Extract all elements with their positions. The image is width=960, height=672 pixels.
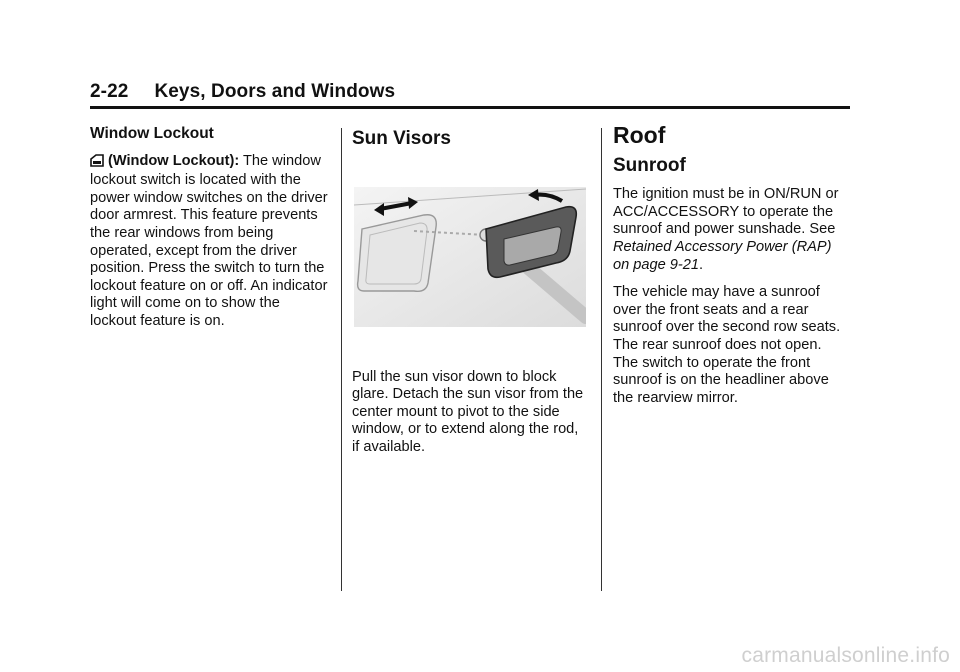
- sunroof-paragraph-1-text: The ignition must be in ON/RUN or ACC/ACCESSORY to operate the sunroof and power sunshade. See: [613, 186, 839, 238]
- roof-heading: Roof: [613, 122, 666, 148]
- sunroof-paragraph-1: [613, 186, 848, 274]
- window-lockout-section: [90, 125, 330, 341]
- sun-visor-illustration: [354, 187, 586, 327]
- sunroof-paragraph-1-end: .: [699, 256, 704, 273]
- sunroof-heading: Sunroof: [613, 154, 686, 176]
- sun-visors-section: [352, 130, 588, 467]
- window-lockout-body: The window lockout switch is located with the power window switches on the driver door armrest. This feature prevents the rear windows from being operated, except from the driver position. Press the switch to turn the lockout feature on or off. An indicator light will come on to show the lockout feature is on.: [90, 152, 328, 329]
- sunroof-paragraph-2: The vehicle may have a sunroof over the front seats and a rear sunroof over the second row seats. The rear sunroof does not open. The switch to operate the front sunroof is on the headliner above the rearview mirror.: [613, 284, 841, 406]
- column-divider: [341, 128, 342, 591]
- column-divider: [601, 128, 602, 591]
- sun-visors-paragraph: Pull the sun visor down to block glare. Detach the sun visor from the center mount to pivot to the side window, or to extend along the rod, if available.: [352, 368, 584, 455]
- page-number: 2-22: [90, 81, 129, 102]
- watermark: carmanualsonline.info: [741, 644, 950, 667]
- window-lockout-lead: (Window Lockout):: [108, 152, 240, 169]
- sun-visors-heading: Sun Visors: [352, 128, 451, 149]
- header-rule: [90, 106, 850, 109]
- window-lockout-heading: Window Lockout: [90, 125, 214, 142]
- roof-section: [613, 122, 848, 417]
- page-header: [90, 80, 850, 104]
- window-lockout-paragraph: [90, 153, 330, 331]
- window-lockout-icon: [90, 154, 104, 173]
- rap-reference-link[interactable]: Retained Accessory Power (RAP) on page 9-21: [613, 238, 832, 273]
- section-title: Keys, Doors and Windows: [154, 81, 396, 102]
